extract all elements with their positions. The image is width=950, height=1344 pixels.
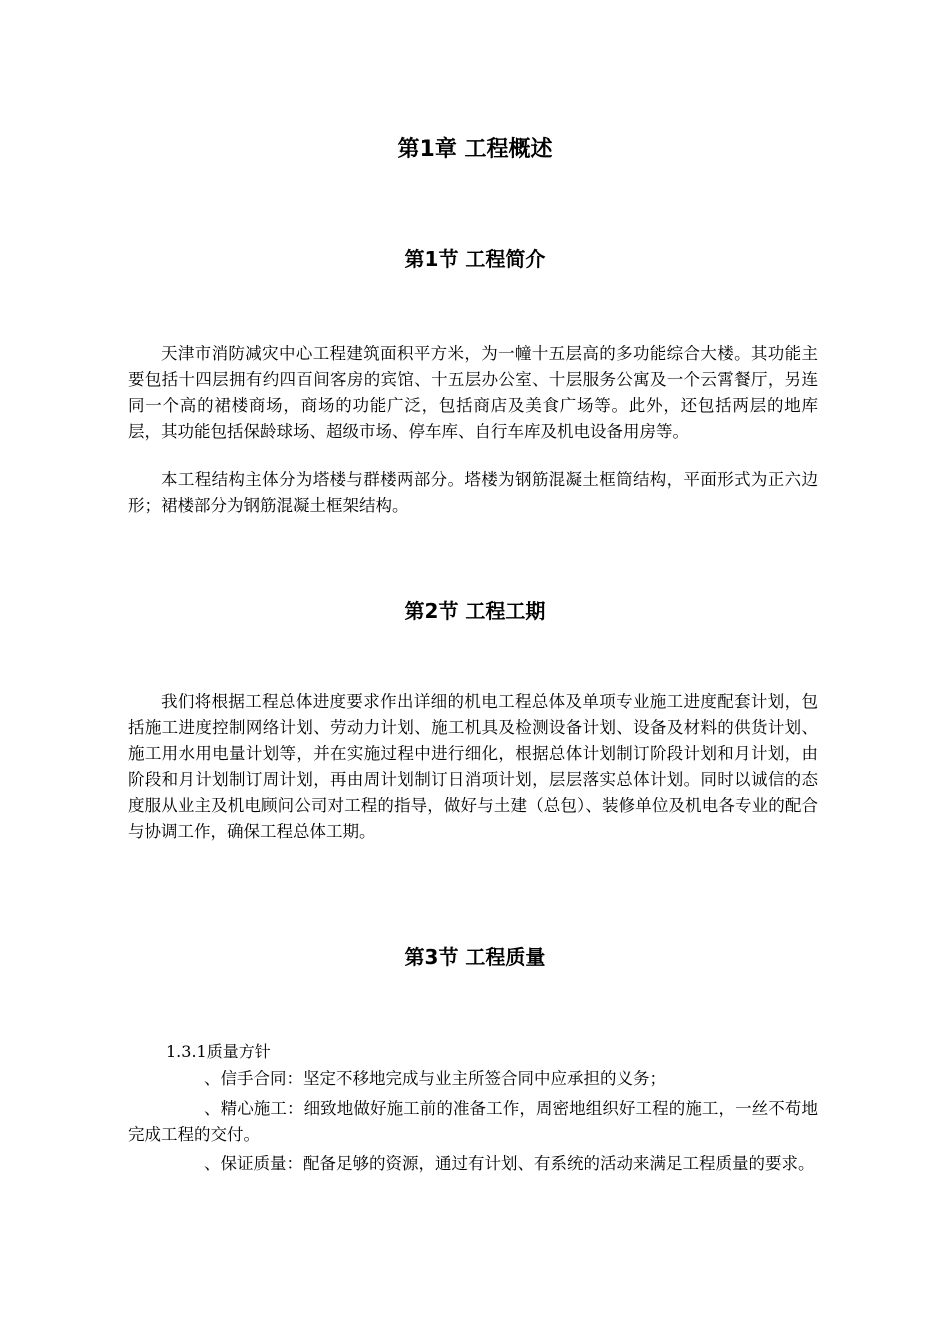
quality-item-construction: 、精心施工：细致地做好施工前的准备工作，周密地组织好工程的施工，一丝不苟地完成工程的交付。 xyxy=(128,1099,818,1144)
quality-policy-heading: 1.3.1质量方针 xyxy=(166,1042,271,1061)
section-title-intro: 第1节 工程简介 xyxy=(404,247,546,271)
schedule-paragraph: 我们将根据工程总体进度要求作出详细的机电工程总体及单项专业施工进度配套计划，包括施工进度控制网络计划、劳动力计划、施工机具及检测设备计划、设备及材料的供货计划、施工用水用电量计划等，并在实施过程中进行细化，根据总体计划制订阶段计划和月计划，由阶段和月计划制订周计划，再由周计划制订日消项计划，层层落实总体计划。同时以诚信的态度服从业主及机电顾问公司对工程的指导，做好与土建（总包）、装修单位及机电各专业的配合与协调工作，确保工程总体工期。 xyxy=(128,692,818,841)
chapter-title: 第1章 工程概述 xyxy=(397,137,553,162)
intro-paragraph-1: 天津市消防减灾中心工程建筑面积平方米，为一幢十五层高的多功能综合大楼。其功能主要包括十四层拥有约四百间客房的宾馆、十五层办公室、十层服务公寓及一个云霄餐厅，另连同一个高的裙楼商场，商场的功能广泛，包括商店及美食广场等。此外，还包括两层的地库层，其功能包括保龄球场、超级市场、停车库、自行车库及机电设备用房等。 xyxy=(128,344,818,441)
quality-item-contract: 、信手合同：坚定不移地完成与业主所签合同中应承担的义务； xyxy=(204,1069,666,1088)
section-title-quality: 第3节 工程质量 xyxy=(404,945,546,969)
intro-paragraph-2: 本工程结构主体分为塔楼与群楼两部分。塔楼为钢筋混凝土框筒结构，平面形式为正六边形；裙楼部分为钢筋混凝土框架结构。 xyxy=(128,470,818,515)
quality-item-assurance: 、保证质量：配备足够的资源，通过有计划、有系统的活动来满足工程质量的要求。 xyxy=(204,1154,815,1173)
section-title-schedule: 第2节 工程工期 xyxy=(404,599,546,623)
